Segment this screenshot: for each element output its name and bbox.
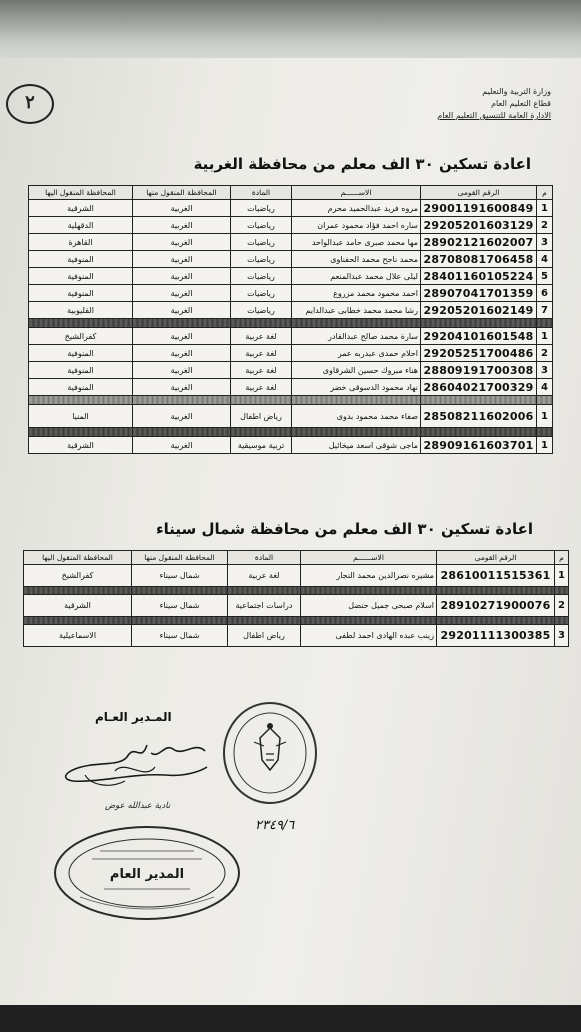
separator-cell (437, 617, 555, 625)
row-index: 3 (537, 234, 553, 251)
oval-department-stamp (52, 823, 242, 923)
subject-cell: لغة عربية (231, 379, 292, 396)
national-id-cell: 28401160105224 (421, 268, 537, 285)
name-cell: زينب عبده الهادى احمد لطفى (301, 625, 437, 647)
name-cell: هناء مبروك حسين الشرقاوى (292, 362, 421, 379)
subject-cell: لغة عربية (231, 362, 292, 379)
national-id-cell: 28907041701359 (421, 285, 537, 302)
column-header: م (555, 551, 569, 565)
handwritten-signature (55, 723, 215, 803)
from-governorate-cell: الغربية (133, 437, 231, 454)
to-governorate-cell: الدقهلية (29, 217, 133, 234)
to-governorate-cell: المنوفية (29, 345, 133, 362)
national-id-cell: 28909161603701 (421, 437, 537, 454)
to-governorate-cell: المنوفية (29, 285, 133, 302)
name-cell: ليلى علال محمد عبدالمنعم (292, 268, 421, 285)
separator-cell (555, 617, 569, 625)
separator-cell (555, 587, 569, 595)
subject-cell: تربية موسيقية (231, 437, 292, 454)
column-header: الاســــــم (292, 186, 421, 200)
ministry-line-2: قطاع التعليم العام (491, 99, 551, 108)
separator-cell (421, 396, 537, 405)
handwritten-number: ٢٣٤٩/٦ (255, 818, 295, 833)
row-index: 2 (555, 595, 569, 617)
table-body (24, 565, 569, 647)
name-cell: ساره احمد فؤاد محمود عمران (292, 217, 421, 234)
separator-cell (29, 428, 133, 437)
separator-cell (292, 319, 421, 328)
row-index: 4 (537, 379, 553, 396)
svg-text:المدير العام: المدير العام (109, 867, 185, 882)
from-governorate-cell: الغربية (133, 379, 231, 396)
subject-cell: لغة عربية (231, 328, 292, 345)
separator-cell (437, 587, 555, 595)
separator-cell (537, 428, 553, 437)
separator-cell (132, 587, 228, 595)
row-index: 2 (537, 345, 553, 362)
table-row (29, 234, 553, 251)
name-cell: اسلام صبحى جميل حنضل (301, 595, 437, 617)
from-governorate-cell: الغربية (133, 285, 231, 302)
name-cell: احلام حمدى عبدربه عمر (292, 345, 421, 362)
to-governorate-cell: المنوفية (29, 362, 133, 379)
row-index: 6 (537, 285, 553, 302)
subject-cell: رياضيات (231, 234, 292, 251)
to-governorate-cell: كفرالشيخ (29, 328, 133, 345)
row-index: 1 (555, 565, 569, 587)
separator-cell (133, 396, 231, 405)
row-index: 1 (537, 200, 553, 217)
separator-cell (537, 319, 553, 328)
name-cell: مشيره نصرالدين محمد النجار (301, 565, 437, 587)
from-governorate-cell: الغربية (133, 217, 231, 234)
name-cell: صفاء محمد محمود بدوى (292, 405, 421, 428)
subject-cell: لغة عربية (231, 345, 292, 362)
to-governorate-cell: المنوفية (29, 251, 133, 268)
to-governorate-cell: الاسماعيلية (24, 625, 132, 647)
separator-cell (228, 617, 301, 625)
row-index: 1 (537, 328, 553, 345)
separator-cell (231, 428, 292, 437)
to-governorate-cell: الشرقية (29, 437, 133, 454)
national-id-cell: 28604021700329 (421, 379, 537, 396)
from-governorate-cell: الغربية (133, 302, 231, 319)
to-governorate-cell: الشرقية (29, 200, 133, 217)
national-id-cell: 28809191700308 (421, 362, 537, 379)
separator-cell (24, 617, 132, 625)
table-row (29, 268, 553, 285)
background-surface-top (0, 0, 581, 62)
national-id-cell: 28708081706458 (421, 251, 537, 268)
separator-cell (421, 428, 537, 437)
separator-cell (231, 396, 292, 405)
table-row (29, 302, 553, 319)
name-cell: نهاد محمود الدسوقى خضر (292, 379, 421, 396)
from-governorate-cell: الغربية (133, 234, 231, 251)
national-id-cell: 29001191600849 (421, 200, 537, 217)
separator-cell (228, 587, 301, 595)
subject-cell: رياض اطفال (228, 625, 301, 647)
director-title: المـدير العـام (95, 710, 172, 724)
table-row (29, 251, 553, 268)
separator-cell (24, 587, 132, 595)
name-cell: سارة محمد صالح عبدالقادر (292, 328, 421, 345)
document-page (0, 58, 581, 1008)
from-governorate-cell: الغربية (133, 200, 231, 217)
name-cell: احمد محمود محمد مزروع (292, 285, 421, 302)
from-governorate-cell: الغربية (133, 345, 231, 362)
column-header: المحافظة المنقول منها (133, 186, 231, 200)
row-index: 2 (537, 217, 553, 234)
column-header: م (537, 186, 553, 200)
separator-cell (132, 617, 228, 625)
table-body (29, 200, 553, 454)
table-header-row (24, 551, 569, 565)
page-number-circle: ٢ (6, 84, 54, 124)
name-cell: محمد ناجح محمد الحفناوى (292, 251, 421, 268)
round-ministry-stamp (220, 698, 320, 808)
table-row (29, 285, 553, 302)
subject-cell: دراسات اجتماعية (228, 595, 301, 617)
subject-cell: رياضيات (231, 268, 292, 285)
row-index: 1 (537, 405, 553, 428)
subject-cell: رياضيات (231, 302, 292, 319)
national-id-cell: 28508211602006 (421, 405, 537, 428)
national-id-cell: 28610011515361 (437, 565, 555, 587)
row-separator (29, 319, 553, 328)
background-surface-bottom (0, 1005, 581, 1032)
national-id-cell: 29204101601548 (421, 328, 537, 345)
to-governorate-cell: المنيا (29, 405, 133, 428)
table-row (29, 217, 553, 234)
column-header: الرقم القومى (437, 551, 555, 565)
row-index: 1 (537, 437, 553, 454)
to-governorate-cell: المنوفية (29, 268, 133, 285)
column-header: الاســــــم (301, 551, 437, 565)
row-index: 4 (537, 251, 553, 268)
row-separator (29, 428, 553, 437)
row-index: 7 (537, 302, 553, 319)
subject-cell: رياض اطفال (231, 405, 292, 428)
ministry-line-3: الادارة العامة للتنسيق التعليم العام (437, 111, 551, 120)
section-title-gharbia: اعادة تسكين ٣٠ الف معلم من محافظة الغربية (193, 155, 531, 173)
to-governorate-cell: القاهرة (29, 234, 133, 251)
row-separator (29, 396, 553, 405)
table-row (29, 328, 553, 345)
teachers-table-north-sinai (23, 550, 569, 647)
from-governorate-cell: شمال سيناء (132, 565, 228, 587)
table-row (24, 565, 569, 587)
separator-cell (231, 319, 292, 328)
from-governorate-cell: الغربية (133, 251, 231, 268)
row-index: 3 (537, 362, 553, 379)
row-separator (24, 617, 569, 625)
subject-cell: رياضيات (231, 200, 292, 217)
table-header-row (29, 186, 553, 200)
column-header: المادة (231, 186, 292, 200)
separator-cell (537, 396, 553, 405)
row-index: 5 (537, 268, 553, 285)
from-governorate-cell: الغربية (133, 268, 231, 285)
from-governorate-cell: شمال سيناء (132, 625, 228, 647)
table-row (29, 437, 553, 454)
separator-cell (421, 319, 537, 328)
column-header: المحافظة المنقول منها (132, 551, 228, 565)
table-row (29, 200, 553, 217)
national-id-cell: 29205201603129 (421, 217, 537, 234)
table-row (24, 595, 569, 617)
separator-cell (292, 396, 421, 405)
separator-cell (301, 617, 437, 625)
separator-cell (292, 428, 421, 437)
separator-cell (133, 319, 231, 328)
from-governorate-cell: الغربية (133, 362, 231, 379)
to-governorate-cell: الشرقية (24, 595, 132, 617)
separator-cell (29, 396, 133, 405)
table-row (29, 405, 553, 428)
separator-cell (29, 319, 133, 328)
column-header: الرقم القومى (421, 186, 537, 200)
separator-cell (133, 428, 231, 437)
to-governorate-cell: القليوبية (29, 302, 133, 319)
national-id-cell: 29201111300385 (437, 625, 555, 647)
column-header: المحافظة المنقول اليها (29, 186, 133, 200)
column-header: المادة (228, 551, 301, 565)
name-cell: مها محمد صبرى حامد عبدالواحد (292, 234, 421, 251)
national-id-cell: 29205201602149 (421, 302, 537, 319)
subject-cell: رياضيات (231, 285, 292, 302)
section-title-north-sinai: اعادة تسكين ٣٠ الف معلم من محافظة شمال سيناء (156, 520, 533, 538)
name-cell: مروه فريد عبدالحميد محرم (292, 200, 421, 217)
from-governorate-cell: شمال سيناء (132, 595, 228, 617)
table-row (29, 345, 553, 362)
subject-cell: رياضيات (231, 251, 292, 268)
name-cell: رشا محمد محمد خطابى عبدالدايم (292, 302, 421, 319)
from-governorate-cell: الغربية (133, 328, 231, 345)
ministry-header (437, 86, 551, 122)
national-id-cell: 29205251700486 (421, 345, 537, 362)
teachers-table-gharbia (28, 185, 553, 454)
from-governorate-cell: الغربية (133, 405, 231, 428)
subject-cell: رياضيات (231, 217, 292, 234)
subject-cell: لغة عربية (228, 565, 301, 587)
name-cell: ماجى شوقى اسعد ميخائيل (292, 437, 421, 454)
table-row (29, 379, 553, 396)
row-index: 3 (555, 625, 569, 647)
signatory-name: نادية عبدالله عوض (105, 801, 171, 811)
separator-cell (301, 587, 437, 595)
national-id-cell: 28910271900076 (437, 595, 555, 617)
ministry-line-1: وزارة التربية والتعليم (482, 87, 551, 96)
national-id-cell: 28902121602007 (421, 234, 537, 251)
to-governorate-cell: المنوفية (29, 379, 133, 396)
table-row (24, 625, 569, 647)
to-governorate-cell: كفرالشيخ (24, 565, 132, 587)
row-separator (24, 587, 569, 595)
column-header: المحافظة المنقول اليها (24, 551, 132, 565)
table-row (29, 362, 553, 379)
